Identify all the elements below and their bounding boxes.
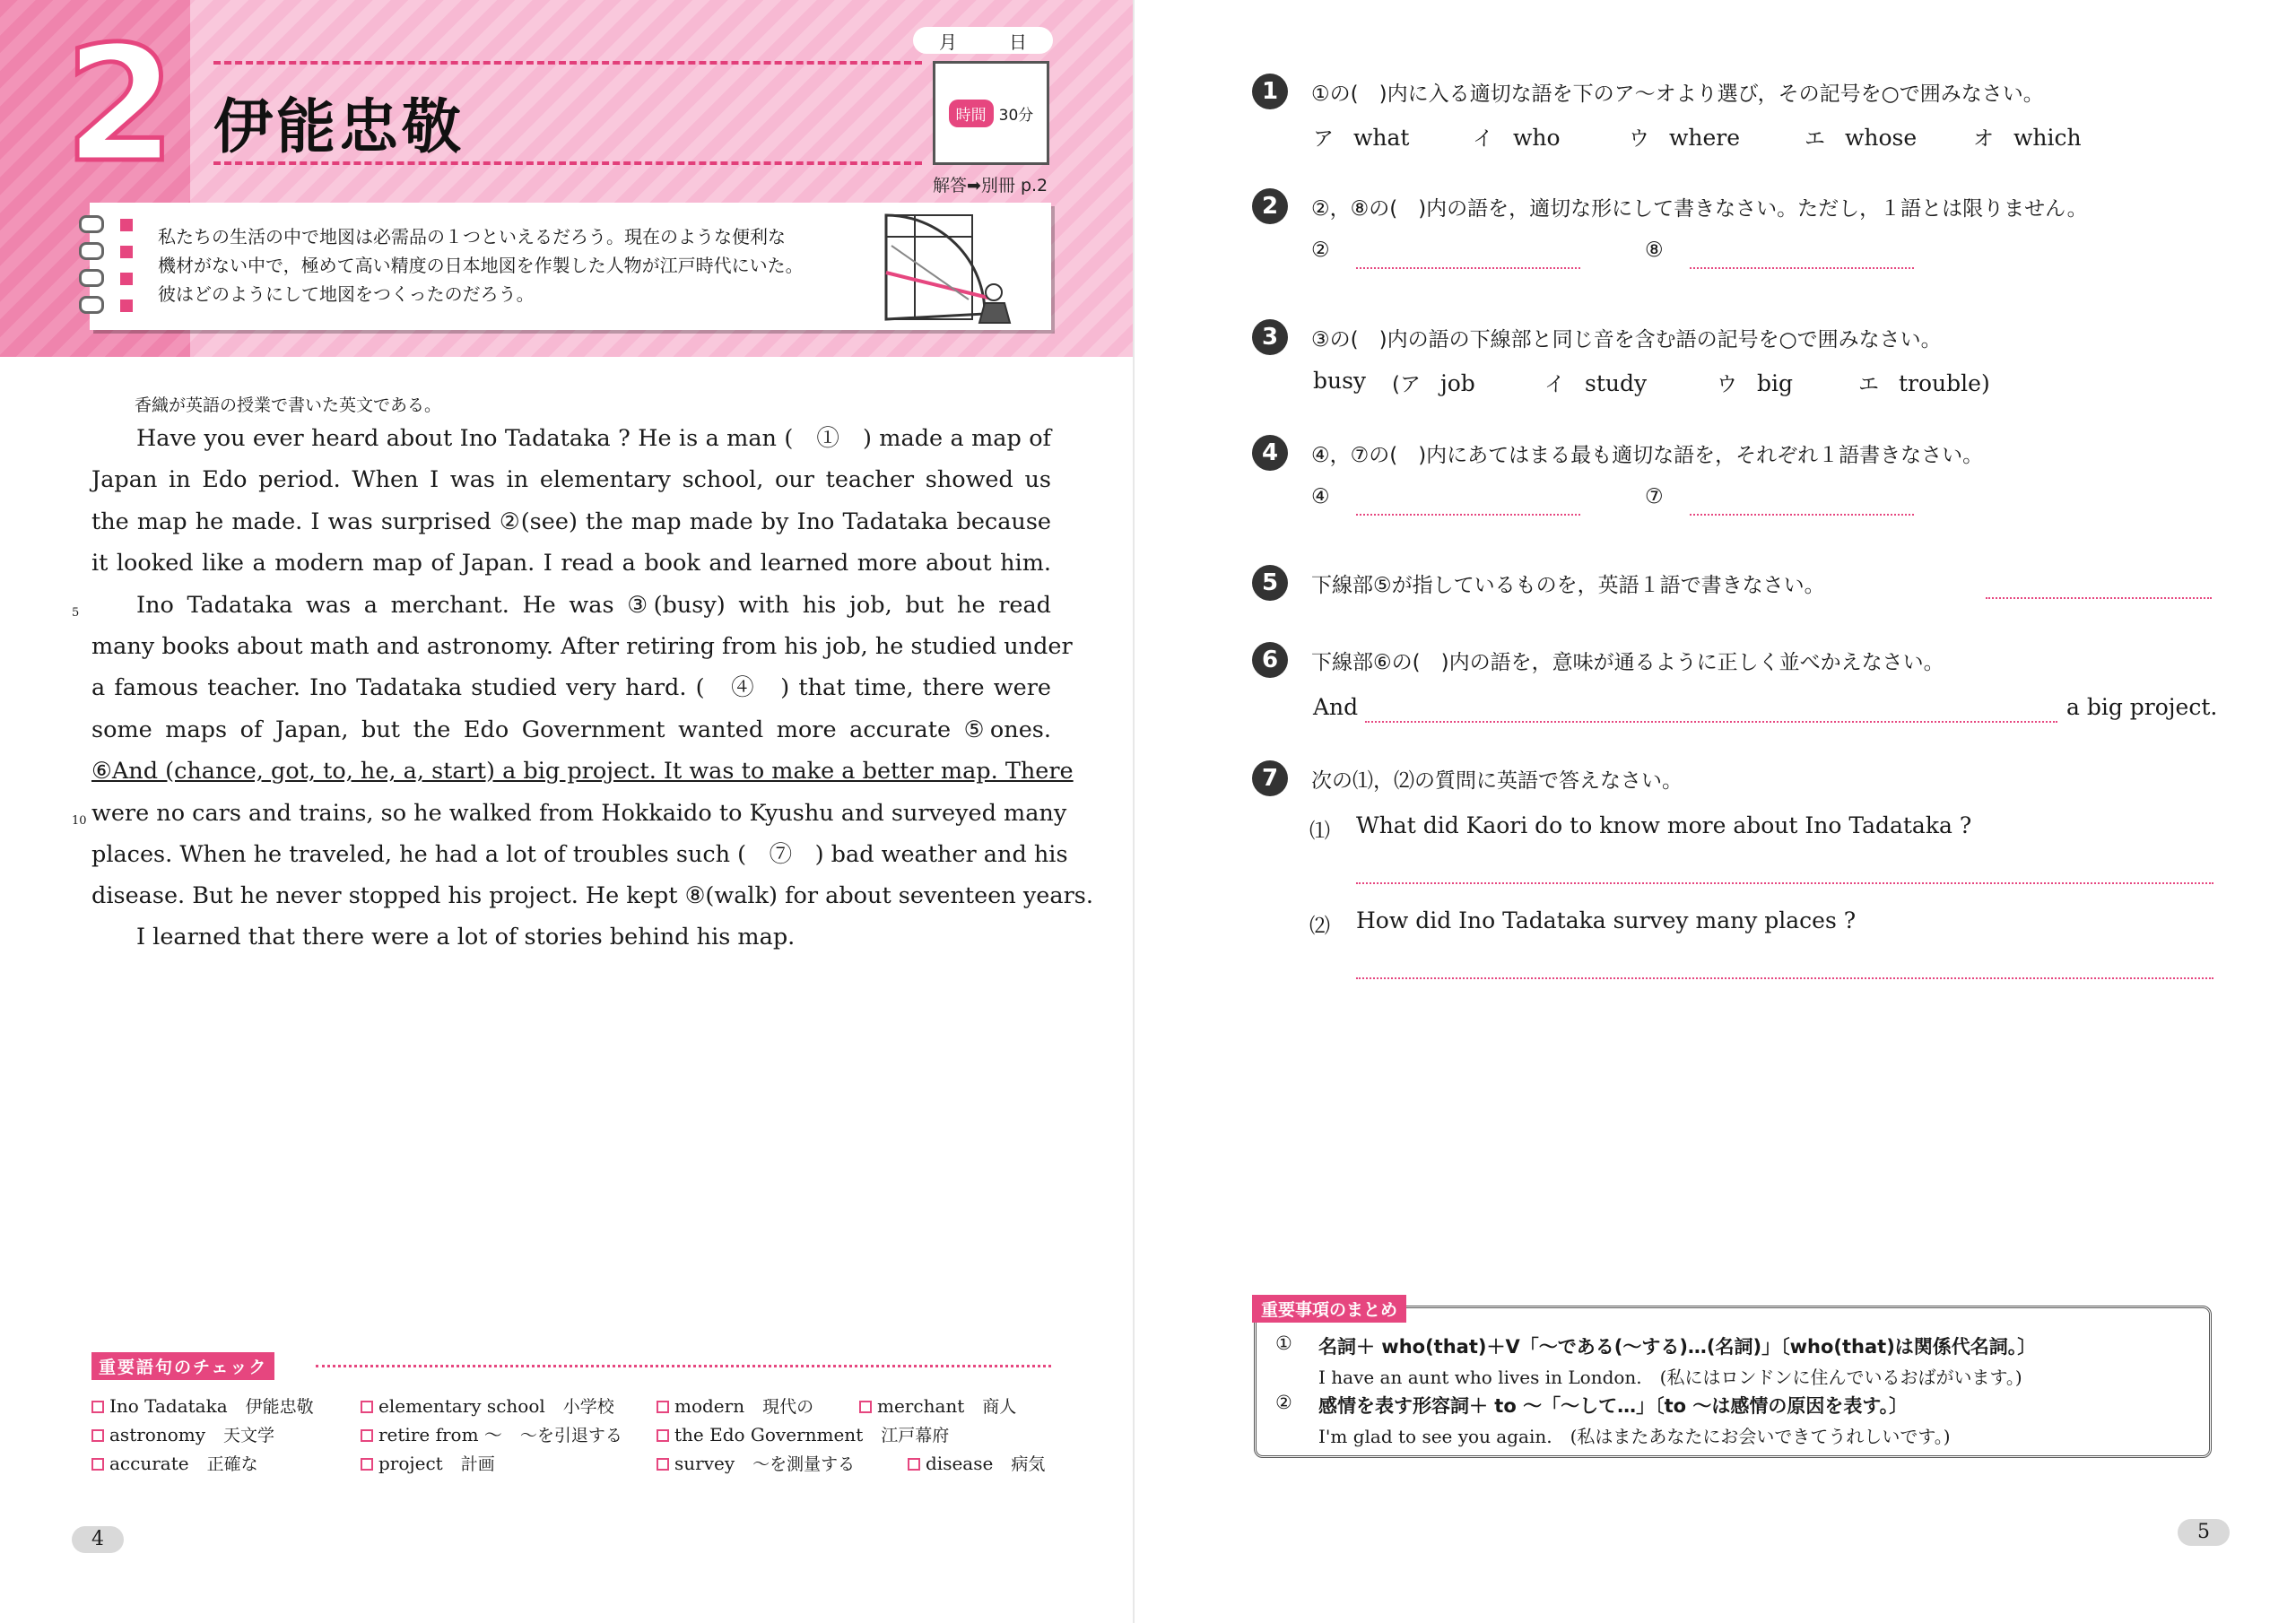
checkbox[interactable]	[859, 1401, 872, 1413]
blank-label: ④	[1311, 485, 1330, 508]
page-number-left: 4	[72, 1526, 124, 1553]
wordcheck-title: 重要語句のチェック	[91, 1352, 274, 1380]
vocab-word: survey	[674, 1453, 735, 1474]
vocab-word: the Edo Government	[674, 1424, 864, 1445]
vocab-meaning: 天文学	[223, 1426, 275, 1445]
lesson-number: 2	[65, 12, 176, 197]
vocab-item[interactable]	[657, 1449, 855, 1475]
vocab-word: modern	[674, 1395, 745, 1417]
page-number-right: 5	[2178, 1519, 2230, 1546]
answer-line[interactable]	[1356, 882, 2213, 884]
vocab-word: accurate	[109, 1453, 189, 1474]
passage-line: places. When he traveled, he had a lot of troubles such ( ⑦ ) bad weather and his	[91, 841, 1068, 868]
checkbox[interactable]	[91, 1458, 104, 1471]
answer-line[interactable]	[1356, 267, 1580, 269]
summary-rule: 感情を表す形容詞＋ to ～「～して…」〔to ～は感情の原因を表す。〕	[1318, 1395, 1909, 1417]
intro-line: 彼はどのようにして地図をつくったのだろう。	[158, 283, 535, 305]
sub-question-label: ⑵	[1309, 915, 1330, 938]
summary-rule: 名詞＋ who(that)＋V「～である(～する)…(名詞)」〔who(that)は関係代名詞。〕	[1318, 1336, 2037, 1358]
vocab-item[interactable]	[91, 1449, 258, 1475]
answer-line[interactable]	[1356, 977, 2213, 979]
checkbox[interactable]	[361, 1429, 373, 1442]
question-text: ③の( )内の語の下線部と同じ音を含む語の記号を○で囲みなさい。	[1311, 328, 1942, 352]
choice[interactable]: ウ where	[1629, 125, 1741, 151]
time-value: 30分	[998, 106, 1034, 125]
choice[interactable]: ウ big	[1717, 370, 1794, 396]
checkbox[interactable]	[908, 1458, 920, 1471]
vocab-meaning: 現代の	[762, 1397, 814, 1417]
question-text: ④，⑦の( )内にあてはまる最も適切な語を，それぞれ１語書きなさい。	[1311, 444, 1984, 467]
page-gutter	[1133, 0, 1135, 1623]
passage-line: a famous teacher. Ino Tadataka studied very hard. ( ④ ) that time, there were	[91, 674, 1051, 701]
passage-line: Have you ever heard about Ino Tadataka ? He is a man ( ① ) made a map of	[136, 425, 1051, 452]
vocab-meaning: 病気	[1011, 1454, 1046, 1474]
checkbox[interactable]	[361, 1458, 373, 1471]
answer-line[interactable]	[1690, 514, 1914, 516]
vocab-meaning: 計画	[460, 1454, 495, 1474]
question-number: 4	[1252, 435, 1288, 471]
choice[interactable]: (ア job	[1392, 370, 1475, 396]
choice[interactable]: エ whose	[1805, 125, 1918, 151]
blank-label: ⑦	[1645, 485, 1664, 508]
passage-line: Ino Tadataka was a merchant. He was ③(busy) with his job, but he read	[136, 592, 1051, 619]
vocab-word: astronomy	[109, 1424, 206, 1445]
passage-note: 香織が英語の授業で書いた英文である。	[135, 395, 442, 415]
blank-label: ⑧	[1645, 239, 1664, 262]
page-title: 伊能忠敬	[213, 92, 465, 161]
intro-text	[158, 222, 839, 308]
time-box	[933, 61, 1049, 165]
binder-ring	[79, 269, 104, 287]
binder-ring	[79, 242, 104, 260]
vocab-item[interactable]	[361, 1420, 622, 1446]
vocab-meaning: 商人	[982, 1397, 1017, 1417]
vocab-meaning: 正確な	[206, 1454, 258, 1474]
sentence-start: And	[1313, 694, 1359, 720]
answer-line[interactable]	[1365, 721, 2057, 723]
passage-line: it looked like a modern map of Japan. I read a book and learned more about him.	[91, 550, 1051, 577]
question-number: 3	[1252, 319, 1288, 355]
passage-line: disease. But he never stopped his project. He kept ⑧(walk) for about seventeen years.	[91, 882, 1093, 909]
answer-line[interactable]	[1690, 267, 1914, 269]
checkbox[interactable]	[657, 1401, 669, 1413]
vocab-item[interactable]	[361, 1449, 495, 1475]
vocab-word: retire from ～	[378, 1424, 502, 1445]
checkbox[interactable]	[361, 1401, 373, 1413]
date-box	[913, 27, 1053, 54]
passage-line: the map he made. I was surprised ②(see) the map made by Ino Tadataka because	[91, 508, 1051, 535]
question-text: ②，⑧の( )内の語を，適切な形にして書きなさい。ただし，１語とは限りません。	[1311, 197, 2088, 221]
question-number: 7	[1252, 760, 1288, 796]
vocab-item[interactable]	[657, 1392, 813, 1418]
head-word: busy	[1313, 368, 1367, 394]
question-number: 6	[1252, 642, 1288, 678]
sub-question-text: How did Ino Tadataka survey many places ?	[1356, 907, 1857, 933]
vocab-word: disease	[926, 1453, 994, 1474]
question-number: 1	[1252, 74, 1288, 109]
title-top-rule	[213, 61, 922, 65]
line-number: 10	[72, 814, 87, 828]
bullet-square	[120, 246, 133, 258]
summary-title: 重要事項のまとめ	[1252, 1295, 1406, 1323]
vocab-word: merchant	[877, 1395, 965, 1417]
summary-item-number: ②	[1275, 1392, 1292, 1413]
checkbox[interactable]	[91, 1401, 104, 1413]
date-month: 月	[939, 30, 957, 53]
surveyor-illustration	[879, 210, 1013, 325]
passage-line: Japan in Edo period. When I was in elementary school, our teacher showed us	[91, 466, 1051, 493]
choice[interactable]: イ who	[1473, 125, 1561, 151]
choice[interactable]: エ trouble)	[1858, 370, 1990, 396]
passage-line: many books about math and astronomy. After retiring from his job, he studied under	[91, 633, 1073, 660]
checkbox[interactable]	[657, 1458, 669, 1471]
summary-example: I have an aunt who lives in London. (私にはロンドンに住んでいるおばがいます。)	[1318, 1367, 2022, 1388]
vocab-word: project	[378, 1453, 443, 1474]
question-number: 5	[1252, 565, 1288, 601]
checkbox[interactable]	[657, 1429, 669, 1442]
question-text: 下線部⑤が指しているものを，英語１語で書きなさい。	[1311, 574, 1825, 597]
vocab-word: Ino Tadataka	[109, 1395, 228, 1417]
choice[interactable]: オ which	[1973, 125, 2082, 151]
vocab-item[interactable]	[657, 1420, 949, 1446]
sub-question-label: ⑴	[1309, 820, 1330, 843]
vocab-item[interactable]	[91, 1392, 314, 1418]
passage-line: I learned that there were a lot of stories behind his map.	[136, 924, 796, 950]
title-bottom-rule	[213, 161, 922, 165]
vocab-item[interactable]	[361, 1392, 614, 1418]
passage-line: ⑥And (chance, got, to, he, a, start) a big project. It was to make a better map. There	[91, 758, 1074, 785]
wordcheck-divider	[316, 1365, 1051, 1367]
question-text: 次の⑴，⑵の質問に英語で答えなさい。	[1311, 769, 1683, 793]
bullet-square	[120, 219, 133, 231]
vocab-item[interactable]	[859, 1392, 1016, 1418]
answer-line[interactable]	[1356, 514, 1580, 516]
line-number: 5	[72, 606, 80, 620]
vocab-meaning: ～を引退する	[519, 1426, 622, 1445]
blank-label: ②	[1311, 239, 1330, 262]
binder-ring	[79, 296, 104, 314]
intro-line: 私たちの生活の中で地図は必需品の１つといえるだろう。現在のような便利な	[158, 226, 786, 247]
vocab-meaning: 小学校	[562, 1397, 614, 1417]
vocab-item[interactable]	[908, 1449, 1045, 1475]
question-text: ①の( )内に入る適切な語を下のア～オより選び，その記号を○で囲みなさい。	[1311, 82, 2044, 106]
bullet-square	[120, 273, 133, 285]
summary-item-number: ①	[1275, 1332, 1292, 1354]
sub-question-text: What did Kaori do to know more about Ino Tadataka ?	[1356, 812, 1972, 838]
checkbox[interactable]	[91, 1429, 104, 1442]
vocab-item[interactable]	[91, 1420, 274, 1446]
vocab-meaning: 伊能忠敬	[245, 1397, 314, 1417]
sentence-end: a big project.	[2066, 694, 2218, 720]
summary-example: I'm glad to see you again. (私はまたあなたにお会いできてうれしいです。)	[1318, 1426, 1951, 1447]
question-number: 2	[1252, 188, 1288, 224]
intro-card	[90, 203, 1051, 330]
vocab-word: elementary school	[378, 1395, 545, 1417]
answer-line[interactable]	[1986, 597, 2212, 599]
passage-line: some maps of Japan, but the Edo Government wanted more accurate ⑤ones.	[91, 716, 1051, 743]
intro-line: 機材がない中で，極めて高い精度の日本地図を作製した人物が江戸時代にいた。	[158, 255, 804, 276]
bullet-square	[120, 299, 133, 312]
question-text: 下線部⑥の( )内の語を，意味が通るように正しく並べかえなさい。	[1311, 651, 1944, 674]
date-day: 日	[1009, 30, 1027, 53]
passage-line: were no cars and trains, so he walked from Hokkaido to Kyushu and surveyed many	[91, 800, 1067, 827]
answer-reference: 解答➡別冊 p.2	[933, 176, 1048, 195]
vocab-meaning: 江戸幕府	[881, 1426, 950, 1445]
choice[interactable]: ア what	[1313, 125, 1410, 151]
binder-ring	[79, 215, 104, 233]
time-badge: 時間	[949, 100, 994, 127]
vocab-meaning: ～を測量する	[752, 1454, 856, 1474]
choice[interactable]: イ study	[1544, 370, 1648, 396]
